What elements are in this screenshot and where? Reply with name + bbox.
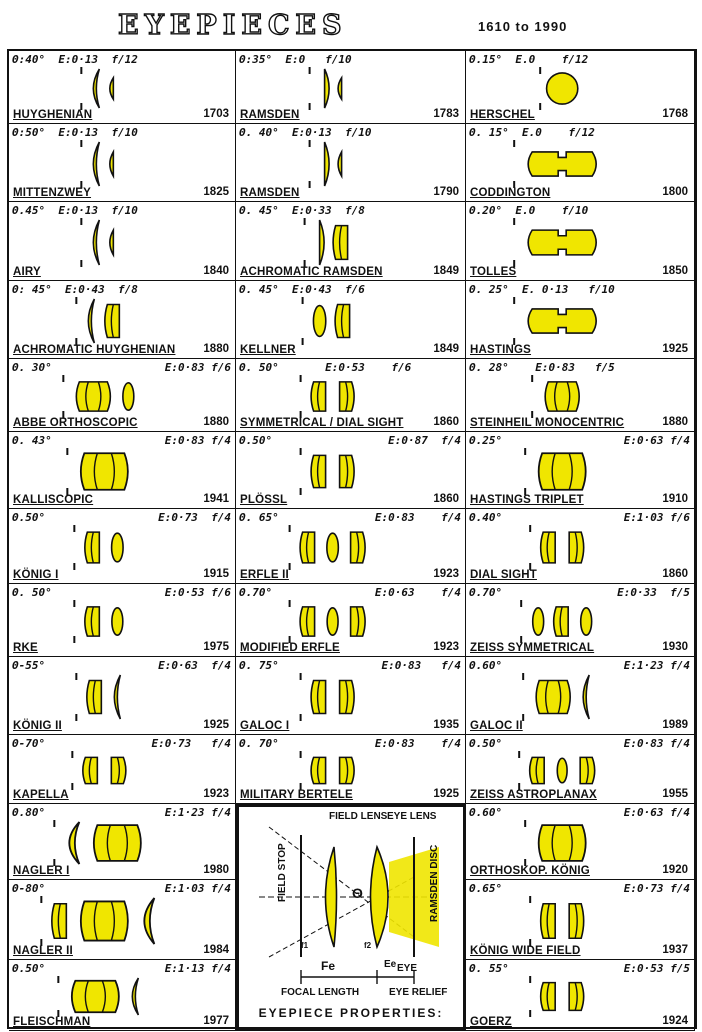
eyepiece-name: RAMSDEN — [240, 187, 300, 199]
eyepiece-year: 1941 — [203, 493, 229, 505]
eyepiece-cell — [466, 509, 695, 584]
eyepiece-name: ACHROMATIC RAMSDEN — [240, 266, 383, 278]
eyepiece-year: 1924 — [662, 1015, 688, 1027]
eyepiece-params: Θ. 75° — [239, 659, 279, 672]
eyepiece-name: GOERZ — [470, 1016, 512, 1028]
eyepiece-name: FLEISCHMAN — [13, 1016, 91, 1028]
eye-relief-label: EYE RELIEF — [389, 987, 448, 998]
eyepiece-name: ZEISS SYMMETRICAL — [470, 642, 595, 654]
eyepiece-params-right: E:0·83 f/4 — [381, 659, 461, 672]
eyepiece-name: HASTINGS — [470, 344, 532, 356]
eyepiece-year: 1989 — [662, 719, 688, 731]
f2-label: f2 — [364, 941, 372, 950]
eyepiece-name: RAMSDEN — [240, 109, 300, 121]
lens-diagram — [9, 584, 236, 657]
eye-label: EYE — [397, 963, 418, 974]
eyepiece-cell — [236, 509, 466, 584]
eyepiece-name: HUYGHENIAN — [13, 109, 93, 121]
eyepiece-cell — [466, 584, 695, 657]
eyepiece-params: Θ:40° E:0·13 f/12 — [12, 53, 138, 66]
eyepiece-name: RKE — [13, 642, 38, 654]
eyepiece-params-right: E:0·33 f/5 — [617, 586, 690, 599]
eyepiece-params-right: E:0·83 f/4 — [374, 737, 461, 750]
eyepiece-cell — [9, 124, 236, 202]
eyepiece-params: Θ.40° — [469, 511, 503, 524]
eyepiece-params-right: E:1·23 f/4 — [623, 659, 690, 672]
eyepiece-name: ERFLE II — [240, 569, 289, 581]
eyepiece-params: Θ. 50° — [12, 586, 52, 599]
eyepiece-params: Θ. 15° E.0 f/12 — [469, 126, 595, 139]
eyepiece-cell — [466, 880, 695, 960]
eyepiece-name: AIRY — [13, 266, 41, 278]
eyepiece-name: DIAL SIGHT — [470, 569, 537, 581]
eyepiece-params-right: E:0·83 f/4 — [164, 434, 231, 447]
eyepiece-year: 1768 — [662, 108, 688, 120]
eyepiece-year: 1930 — [662, 641, 688, 653]
eyepiece-params: Θ. 43° — [12, 434, 52, 447]
eyepiece-params-right: E:1·03 f/4 — [164, 882, 231, 895]
eyepiece-year: 1937 — [662, 944, 688, 956]
eyepiece-params: Θ. 45° E:0·33 f/8 — [239, 204, 365, 217]
eyepiece-year: 1977 — [203, 1015, 229, 1027]
eyepiece-params: Θ. 30° — [12, 361, 52, 374]
eyepiece-year: 1955 — [662, 788, 688, 800]
eyepiece-params-right: E:0·63 f/4 — [623, 806, 690, 819]
eyepiece-name: NAGLER II — [13, 945, 73, 957]
eyepiece-params: Θ. 70° — [239, 737, 279, 750]
eyepiece-year: 1984 — [203, 944, 229, 956]
eyepiece-params-right: E:0·87 f/4 — [388, 434, 461, 447]
eyepiece-year: 1925 — [662, 343, 688, 355]
eyepiece-params: Θ:50° E:0·13 f/10 — [12, 126, 138, 139]
eyepiece-cell — [9, 584, 236, 657]
eyepiece-params-right: E:0·73 f/4 — [151, 737, 231, 750]
eyepiece-params: Θ.70° — [239, 586, 273, 599]
eyepiece-params: Θ.50° — [12, 511, 46, 524]
eyepiece-params: Θ: 45° E:0·43 f/8 — [12, 283, 138, 296]
header — [0, 0, 702, 46]
eyepiece-cell — [9, 281, 236, 359]
f1-label: f1 — [301, 941, 309, 950]
eyepiece-params: Θ.50° — [239, 434, 273, 447]
eyepiece-cell — [466, 359, 695, 432]
eyepiece-cell — [466, 202, 695, 281]
eyepiece-name: CODDINGTON — [470, 187, 551, 199]
eyepiece-name: PLÖSSL — [240, 494, 288, 506]
eyepiece-year: 1915 — [203, 568, 229, 580]
page-title: EYEPIECES — [118, 10, 348, 41]
eyepiece-name: KELLNER — [240, 344, 296, 356]
eyepiece-year: 1880 — [662, 416, 688, 428]
properties-title: EYEPIECE PROPERTIES: — [258, 1006, 444, 1020]
eyepiece-name: NAGLER I — [13, 865, 70, 877]
eyepiece-year: 1923 — [433, 641, 459, 653]
eyepiece-cell — [9, 509, 236, 584]
eyepiece-params-right: E:1·03 f/6 — [623, 511, 690, 524]
eyepiece-cell — [236, 51, 466, 124]
eyepiece-cell — [466, 960, 695, 1031]
eyepiece-name: KÖNIG WIDE FIELD — [470, 945, 581, 957]
eyepiece-year: 1840 — [203, 265, 229, 277]
eyepiece-params-right: E:0·73 f/4 — [623, 882, 690, 895]
eyepiece-cell — [9, 735, 236, 804]
eyepiece-grid — [7, 49, 697, 1029]
eyepiece-params: Θ. 65° — [239, 511, 279, 524]
eyepiece-name: SYMMETRICAL / DIAL SIGHT — [240, 417, 404, 429]
eyepiece-name: KÖNIG I — [13, 569, 59, 581]
eyepiece-params-right: E:1·23 f/4 — [164, 806, 231, 819]
eyepiece-year: 1849 — [433, 343, 459, 355]
eyepiece-params: Θ. 25° E. 0·13 f/10 — [469, 283, 615, 296]
eyepiece-params: Θ.15° E.0 f/12 — [469, 53, 589, 66]
eyepiece-params: Θ. 55° — [469, 962, 509, 975]
eyepiece-year: 1925 — [203, 719, 229, 731]
eyepiece-cell — [9, 880, 236, 960]
eyepiece-cell — [466, 804, 695, 880]
eyepiece-params: Θ.50° — [469, 737, 503, 750]
eyepiece-year: 1925 — [433, 788, 459, 800]
eyepiece-name: GALOC II — [470, 720, 523, 732]
eyepiece-params-right: E:0·73 f/4 — [158, 511, 231, 524]
eyepiece-year: 1860 — [433, 416, 459, 428]
eyepiece-year: 1850 — [662, 265, 688, 277]
eyepiece-year: 1849 — [433, 265, 459, 277]
eyepiece-params-right: E:0·83 f/6 — [164, 361, 231, 374]
eyepiece-year: 1910 — [662, 493, 688, 505]
eyepiece-cell — [9, 804, 236, 880]
eyepiece-name: ZEISS ASTROPLANAX — [470, 789, 597, 801]
eyepiece-year: 1800 — [662, 186, 688, 198]
eyepiece-year: 1860 — [433, 493, 459, 505]
eyepiece-name: MILITARY BERTELE — [240, 789, 353, 801]
eyepiece-params: Θ-55° — [12, 659, 46, 672]
eyepiece-params: Θ. 28° E:0·83 f/5 — [469, 361, 615, 374]
eyepiece-cell — [466, 735, 695, 804]
eyepiece-name: ORTHOSKOP. KÖNIG — [470, 865, 590, 877]
eyepiece-cell — [236, 584, 466, 657]
eyepiece-cell — [466, 281, 695, 359]
eyepiece-params: Θ.70° — [469, 586, 503, 599]
eyepiece-cell — [236, 359, 466, 432]
eyepiece-name: HERSCHEL — [470, 109, 535, 121]
eyepiece-cell — [466, 51, 695, 124]
eyepiece-cell — [236, 432, 466, 509]
eyepiece-params: Θ.45° E:0·13 f/10 — [12, 204, 138, 217]
eyepiece-cell — [9, 960, 236, 1031]
eyepiece-year: 1923 — [433, 568, 459, 580]
page-subtitle: 1610 to 1990 — [478, 19, 568, 34]
eyepiece-params-right: E:0·53 f/5 — [623, 962, 690, 975]
eye-lens-label: EYE LENS — [387, 811, 437, 822]
fe-label: Fe — [321, 959, 336, 973]
eyepiece-cell — [236, 124, 466, 202]
eyepiece-params: Θ. 40° E:0·13 f/10 — [239, 126, 372, 139]
eyepiece-properties-diagram — [236, 804, 466, 1031]
eyepiece-params: Θ-70° — [12, 737, 46, 750]
eyepiece-params: Θ-80° — [12, 882, 46, 895]
eyepiece-year: 1860 — [662, 568, 688, 580]
eyepiece-cell — [466, 124, 695, 202]
ee-label: Ee — [384, 959, 397, 970]
eyepiece-params: Θ.80° — [12, 806, 46, 819]
eyepiece-cell — [466, 657, 695, 735]
eyepiece-params: Θ.65° — [469, 882, 503, 895]
eyepiece-name: MITTENZWEY — [13, 187, 92, 199]
eyepiece-params: Θ.60° — [469, 806, 503, 819]
eyepiece-year: 1790 — [433, 186, 459, 198]
eyepiece-name: KAPELLA — [13, 789, 69, 801]
eyepiece-params-right: E:0·83 f/4 — [623, 737, 690, 750]
eyepiece-cell — [236, 281, 466, 359]
eyepiece-name: HASTINGS TRIPLET — [470, 494, 584, 506]
theta-label: Θ — [352, 885, 363, 901]
eyepiece-year: 1825 — [203, 186, 229, 198]
eyepiece-year: 1935 — [433, 719, 459, 731]
eyepiece-params: Θ:35° E:0 f/10 — [239, 53, 352, 66]
eyepiece-cell — [236, 202, 466, 281]
eyepiece-params: Θ.60° — [469, 659, 503, 672]
eyepiece-params-right: E:0·63 f/4 — [158, 659, 231, 672]
ramsden-disc-label: RAMSDEN DISC — [429, 844, 440, 922]
eyepiece-name: GALOC I — [240, 720, 290, 732]
eyepiece-params-right: E:0·63 f/4 — [374, 586, 461, 599]
eyepiece-cell — [9, 432, 236, 509]
field-lens-label: FIELD LENS — [329, 811, 388, 822]
eyepiece-params-right: E:1·13 f/4 — [164, 962, 231, 975]
eyepiece-params: Θ.50° — [12, 962, 46, 975]
eyepiece-year: 1880 — [203, 343, 229, 355]
lens-diagram — [9, 202, 236, 281]
eyepiece-name: TOLLES — [470, 266, 517, 278]
eyepiece-cell — [9, 51, 236, 124]
eyepiece-name: MODIFIED ERFLE — [240, 642, 340, 654]
eyepiece-cell — [236, 735, 466, 804]
eyepiece-year: 1920 — [662, 864, 688, 876]
eyepiece-cell — [9, 202, 236, 281]
eyepiece-year: 1980 — [203, 864, 229, 876]
eyepiece-name: ABBE ORTHOSCOPIC — [13, 417, 138, 429]
field-stop-label: FIELD STOP — [277, 843, 288, 902]
eyepiece-year: 1783 — [433, 108, 459, 120]
eyepiece-name: ACHROMATIC HUYGHENIAN — [13, 344, 176, 356]
eyepiece-params-right: E:0·83 f/4 — [374, 511, 461, 524]
eyepiece-name: STEINHEIL MONOCENTRIC — [470, 417, 625, 429]
eyepiece-name: KÖNIG II — [13, 720, 62, 732]
eyepiece-params: Θ. 45° E:0·43 f/6 — [239, 283, 365, 296]
eyepiece-year: 1923 — [203, 788, 229, 800]
eyepiece-year: 1880 — [203, 416, 229, 428]
eyepiece-params: Θ.20° E.0 f/10 — [469, 204, 589, 217]
eyepiece-cell — [236, 657, 466, 735]
eyepiece-params: Θ.25° — [469, 434, 503, 447]
eyepiece-params: Θ. 50° E:0·53 f/6 — [239, 361, 412, 374]
focal-length-label: FOCAL LENGTH — [281, 987, 360, 998]
eyepiece-cell — [9, 657, 236, 735]
eyepiece-params-right: E:0·53 f/6 — [164, 586, 231, 599]
eyepiece-year: 1703 — [203, 108, 229, 120]
eyepiece-cell — [9, 359, 236, 432]
eyepiece-params-right: E:0·63 f/4 — [623, 434, 690, 447]
eyepiece-year: 1975 — [203, 641, 229, 653]
eyepiece-name: KALLISCOPIC — [13, 494, 94, 506]
eyepiece-cell — [466, 432, 695, 509]
